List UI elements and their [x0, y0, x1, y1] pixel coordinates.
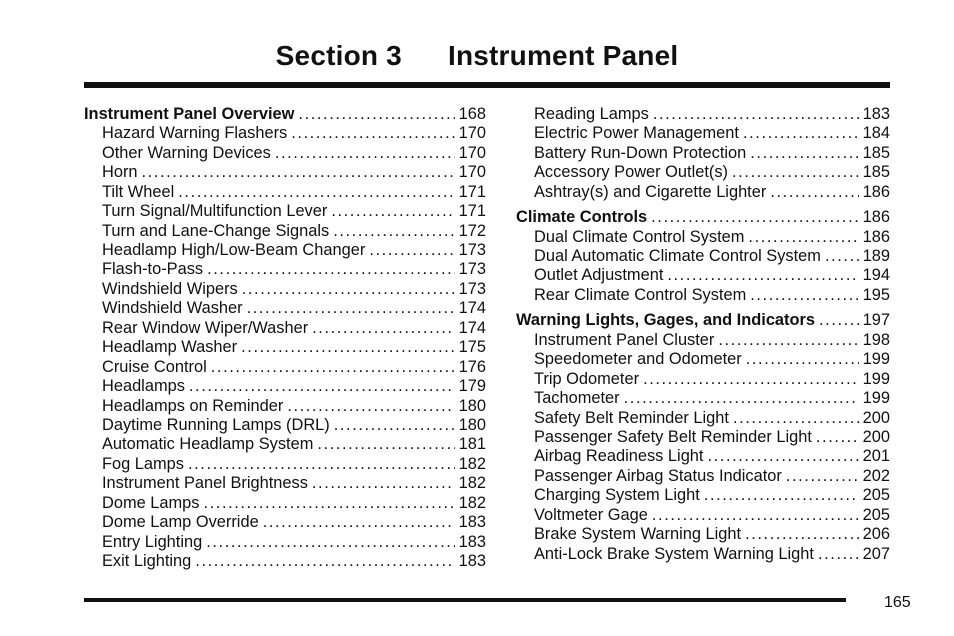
dot-leader	[369, 241, 454, 260]
dot-leader	[275, 144, 455, 163]
toc-entry-label: Horn	[102, 163, 138, 182]
toc-entry[interactable]	[516, 486, 890, 505]
toc-entry-label: Headlamp High/Low-Beam Changer	[102, 241, 366, 260]
bottom-rule	[84, 598, 846, 602]
toc-entry[interactable]	[516, 350, 890, 369]
toc-entry[interactable]	[516, 228, 890, 247]
dot-leader	[317, 435, 454, 454]
toc-entry-label: Turn and Lane-Change Signals	[102, 221, 330, 240]
toc-entry-label: Automatic Headlamp System	[102, 435, 314, 454]
toc-entry-page: 174	[458, 299, 486, 318]
toc-entry[interactable]	[84, 513, 486, 532]
toc-entry-page: 171	[458, 202, 486, 221]
toc-entry-page: 199	[862, 369, 890, 388]
toc-entry-label: Charging System Light	[534, 486, 700, 505]
dot-leader	[312, 474, 455, 493]
toc-entry-page: 181	[458, 435, 486, 454]
dot-leader	[733, 409, 859, 428]
toc-entry-page: 189	[862, 247, 890, 266]
dot-leader	[745, 525, 859, 544]
toc-entry-label: Daytime Running Lamps (DRL)	[102, 415, 330, 434]
dot-leader	[816, 428, 859, 447]
toc-entry[interactable]	[84, 338, 486, 357]
dot-leader	[818, 545, 859, 564]
dot-leader	[203, 494, 454, 513]
toc-entry[interactable]	[516, 267, 890, 286]
page-number: 165	[884, 594, 911, 611]
toc-entry-page: 185	[862, 143, 890, 162]
toc-entry-label: Climate Controls	[516, 208, 648, 227]
dot-leader	[748, 228, 858, 247]
toc-entry-page: 175	[458, 338, 486, 357]
toc-entry[interactable]	[84, 222, 486, 241]
toc-entry-page: 173	[458, 241, 486, 260]
toc-entry[interactable]	[516, 545, 890, 564]
dot-leader	[333, 222, 454, 241]
dot-leader	[652, 506, 859, 525]
toc-entry[interactable]	[84, 533, 486, 552]
toc-entry[interactable]	[84, 280, 486, 299]
dot-leader	[207, 260, 455, 279]
dot-leader	[704, 486, 859, 505]
toc-entry-page: 179	[458, 377, 486, 396]
toc-entry-label: Instrument Panel Cluster	[534, 330, 715, 349]
toc-entry-label: Reading Lamps	[534, 104, 649, 123]
section-name: Instrument Panel	[447, 40, 679, 71]
dot-leader	[247, 299, 455, 318]
toc-entry-label: Cruise Control	[102, 357, 207, 376]
dot-leader	[263, 513, 455, 532]
toc-entry-page: 170	[458, 143, 486, 162]
toc-entry-page: 168	[458, 104, 486, 123]
toc-entry[interactable]	[84, 494, 486, 513]
dot-leader	[786, 467, 859, 486]
toc-left-column	[84, 105, 486, 572]
dot-leader	[707, 447, 858, 466]
toc-entry-page: 206	[862, 525, 890, 544]
dot-leader	[287, 397, 454, 416]
dot-leader	[188, 455, 455, 474]
toc-entry[interactable]	[84, 241, 486, 260]
toc-entry-page: 183	[458, 532, 486, 551]
toc-entry-page: 201	[862, 447, 890, 466]
toc-entry-page: 205	[862, 505, 890, 524]
toc-entry-label: Speedometer and Odometer	[534, 350, 742, 369]
toc-entry-page: 182	[458, 493, 486, 512]
toc-entry[interactable]	[84, 163, 486, 182]
toc-entry-label: Entry Lighting	[102, 532, 203, 551]
toc-entry[interactable]	[516, 409, 890, 428]
dot-leader	[732, 163, 859, 182]
toc-entry-page: 186	[862, 227, 890, 246]
toc-right-column	[516, 105, 890, 564]
dot-leader	[653, 105, 859, 124]
toc-entry-page: 170	[458, 124, 486, 143]
toc-entry-label: Dome Lamps	[102, 493, 200, 512]
toc-entry-page: 199	[862, 350, 890, 369]
toc-entry[interactable]	[516, 183, 890, 202]
dot-leader	[142, 163, 455, 182]
dot-leader	[291, 124, 454, 143]
toc-entry-page: 184	[862, 124, 890, 143]
dot-leader	[746, 350, 859, 369]
toc-entry-page: 195	[862, 285, 890, 304]
toc-entry-page: 200	[862, 427, 890, 446]
toc-entry-page: 197	[862, 311, 890, 330]
toc-entry-label: Tachometer	[534, 389, 620, 408]
toc-entry-label: Dome Lamp Override	[102, 513, 259, 532]
section-label: Section 3	[275, 40, 402, 71]
toc-entry[interactable]	[84, 397, 486, 416]
toc-entry-label: Exit Lighting	[102, 552, 192, 571]
toc-entry-label: Ashtray(s) and Cigarette Lighter	[534, 182, 767, 201]
toc-entry-page: 202	[862, 466, 890, 485]
toc-entry-label: Headlamps on Reminder	[102, 396, 284, 415]
toc-entry[interactable]	[516, 428, 890, 447]
toc-entry-label: Accessory Power Outlet(s)	[534, 163, 729, 182]
toc-entry-label: Headlamps	[102, 377, 185, 396]
toc-entry-label: Windshield Wipers	[102, 279, 238, 298]
toc-entry-page: 183	[458, 552, 486, 571]
section-title	[0, 40, 954, 72]
toc-entry-page: 172	[458, 221, 486, 240]
dot-leader	[643, 370, 859, 389]
dot-leader	[312, 319, 454, 338]
toc-entry-label: Warning Lights, Gages, and Indicators	[516, 311, 816, 330]
toc-entry-label: Other Warning Devices	[102, 143, 271, 162]
toc-entry-label: Electric Power Management	[534, 124, 739, 143]
toc-entry-label: Dual Automatic Climate Control System	[534, 247, 821, 266]
toc-entry-page: 186	[862, 182, 890, 201]
toc-entry[interactable]	[516, 105, 890, 124]
toc-entry[interactable]	[84, 183, 486, 202]
toc-entry[interactable]	[516, 447, 890, 466]
toc-entry[interactable]	[84, 358, 486, 377]
toc-entry-label: Rear Window Wiper/Washer	[102, 318, 309, 337]
toc-entry[interactable]	[84, 124, 486, 143]
toc-entry[interactable]	[84, 416, 486, 435]
toc-entry-label: Safety Belt Reminder Light	[534, 408, 729, 427]
toc-entry[interactable]	[516, 467, 890, 486]
toc-entry-label: Turn Signal/Multifunction Lever	[102, 202, 328, 221]
dot-leader	[624, 389, 859, 408]
toc-entry[interactable]	[516, 331, 890, 350]
toc-entry-label: Windshield Washer	[102, 299, 243, 318]
toc-entry-label: Battery Run-Down Protection	[534, 143, 747, 162]
toc-entry[interactable]	[516, 370, 890, 389]
toc-entry[interactable]	[84, 202, 486, 221]
toc-entry[interactable]	[84, 435, 486, 454]
toc-entry-label: Passenger Safety Belt Reminder Light	[534, 427, 812, 446]
dot-leader	[770, 183, 858, 202]
dot-leader	[298, 105, 454, 124]
toc-entry-label: Instrument Panel Brightness	[102, 474, 308, 493]
toc-entry[interactable]	[84, 474, 486, 493]
toc-entry[interactable]	[84, 377, 486, 396]
toc-entry-page: 180	[458, 415, 486, 434]
toc-entry-label: Flash-to-Pass	[102, 260, 204, 279]
dot-leader	[211, 358, 455, 377]
toc-section-heading[interactable]	[84, 105, 486, 124]
toc-entry-page: 180	[458, 396, 486, 415]
toc-entry[interactable]	[516, 506, 890, 525]
dot-leader	[667, 266, 858, 285]
dot-leader	[819, 311, 859, 330]
dot-leader	[651, 208, 858, 227]
toc-entry[interactable]	[516, 144, 890, 163]
toc-entry-label: Passenger Airbag Status Indicator	[534, 466, 782, 485]
dot-leader	[750, 286, 858, 305]
toc-entry[interactable]	[516, 286, 890, 305]
dot-leader	[242, 280, 455, 299]
toc-entry-label: Outlet Adjustment	[534, 266, 664, 285]
toc-entry-label: Trip Odometer	[534, 369, 640, 388]
toc-entry-label: Dual Climate Control System	[534, 227, 745, 246]
toc-entry-page: 182	[458, 474, 486, 493]
toc-entry-label: Voltmeter Gage	[534, 505, 648, 524]
toc-entry-label: Rear Climate Control System	[534, 285, 747, 304]
dot-leader	[750, 144, 858, 163]
dot-leader	[331, 202, 454, 221]
toc-entry-page: 170	[458, 163, 486, 182]
toc-entry-label: Fog Lamps	[102, 454, 184, 473]
toc-entry[interactable]	[84, 299, 486, 318]
toc-entry-page: 174	[458, 318, 486, 337]
toc-entry-label: Airbag Readiness Light	[534, 447, 704, 466]
toc-entry-page: 194	[862, 266, 890, 285]
toc-entry-page: 183	[458, 513, 486, 532]
dot-leader	[241, 338, 455, 357]
dot-leader	[718, 331, 858, 350]
toc-entry[interactable]	[84, 552, 486, 571]
toc-entry-label: Anti-Lock Brake System Warning Light	[534, 544, 814, 563]
toc-entry-page: 199	[862, 389, 890, 408]
toc-entry-page: 198	[862, 330, 890, 349]
toc-section-heading[interactable]	[516, 208, 890, 227]
toc-entry-page: 200	[862, 408, 890, 427]
toc-entry-page: 173	[458, 260, 486, 279]
toc-entry-label: Hazard Warning Flashers	[102, 124, 288, 143]
toc-entry-label: Headlamp Washer	[102, 338, 238, 357]
toc-entry[interactable]	[516, 525, 890, 544]
toc-entry-page: 186	[862, 208, 890, 227]
toc-entry[interactable]	[84, 144, 486, 163]
dot-leader	[743, 124, 859, 143]
toc-entry[interactable]	[516, 124, 890, 143]
toc-entry-page: 185	[862, 163, 890, 182]
toc-entry[interactable]	[84, 319, 486, 338]
dot-leader	[189, 377, 455, 396]
toc-entry-page: 207	[862, 544, 890, 563]
top-rule	[84, 82, 890, 88]
toc-entry-page: 176	[458, 357, 486, 376]
toc-entry-page: 183	[862, 104, 890, 123]
toc-entry[interactable]	[516, 389, 890, 408]
toc-section-heading[interactable]	[516, 311, 890, 330]
toc-entry[interactable]	[84, 261, 486, 280]
toc-entry[interactable]	[84, 455, 486, 474]
toc-entry-page: 205	[862, 486, 890, 505]
dot-leader	[178, 183, 454, 202]
toc-entry-page: 171	[458, 182, 486, 201]
toc-entry[interactable]	[516, 163, 890, 182]
dot-leader	[825, 247, 859, 266]
dot-leader	[195, 552, 454, 571]
toc-entry-page: 182	[458, 454, 486, 473]
toc-entry-label: Instrument Panel Overview	[84, 104, 295, 123]
toc-entry-label: Brake System Warning Light	[534, 525, 742, 544]
toc-entry-label: Tilt Wheel	[102, 182, 175, 201]
dot-leader	[206, 533, 454, 552]
toc-entry-page: 173	[458, 279, 486, 298]
toc-entry[interactable]	[516, 247, 890, 266]
dot-leader	[334, 416, 455, 435]
